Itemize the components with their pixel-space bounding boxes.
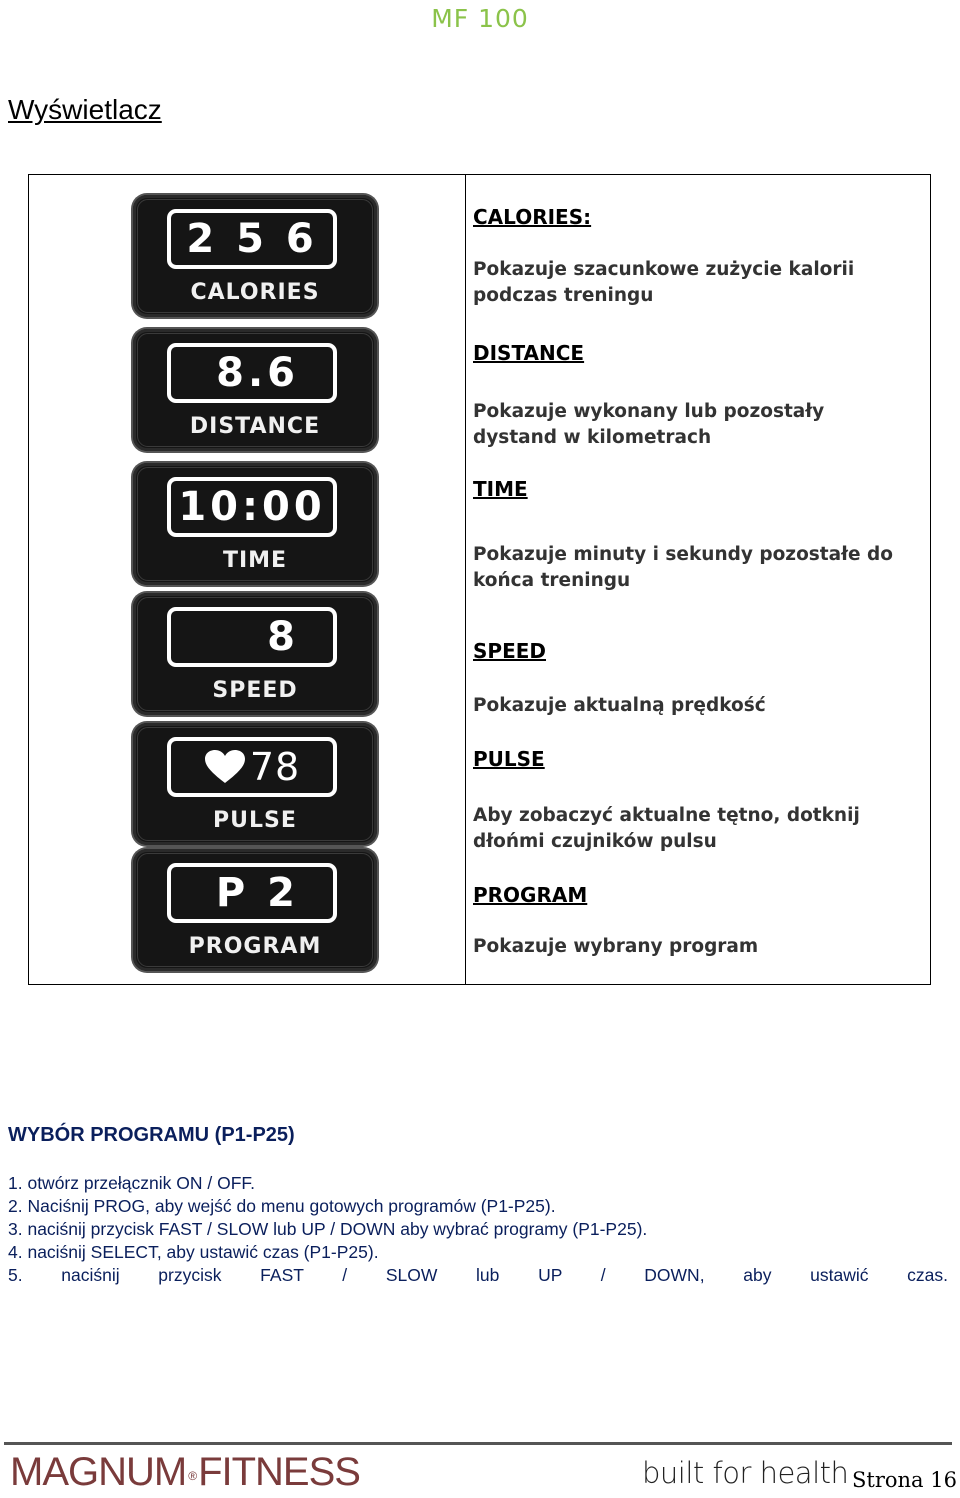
logo-left-text: MAGNUM: [10, 1450, 187, 1494]
desc-text-program: Pokazuje wybrany program: [473, 936, 759, 957]
section-title: Wyświetlacz: [8, 94, 162, 125]
display-panel-calories: [133, 195, 377, 317]
desc-text-distance: Pokazuje wykonany lub pozostały dystand w kilometrach: [473, 401, 825, 448]
desc-title-speed: SPEED: [473, 639, 546, 663]
program-step: 3. naciśnij przycisk FAST / SLOW lub UP / DOWN aby wybrać programy (P1-P25).: [8, 1219, 648, 1239]
display-panel-program: [133, 849, 377, 971]
display-panel-distance: [133, 329, 377, 451]
distance-label: DISTANCE: [189, 414, 321, 439]
display-legend-table: [28, 174, 931, 985]
program-step: 1. otwórz przełącznik ON / OFF.: [8, 1173, 256, 1193]
time-label: TIME: [222, 548, 288, 573]
program-label: PROGRAM: [188, 934, 322, 959]
program-steps-list: [8, 1172, 948, 1287]
speed-readout: 8: [167, 607, 337, 667]
desc-text-calories: Pokazuje szacunkowe zużycie kalorii podczas treningu: [473, 259, 855, 306]
desc-title-distance: DISTANCE: [473, 341, 585, 365]
speed-label: SPEED: [212, 678, 298, 703]
table-column-divider: [465, 175, 466, 984]
time-readout: 10:00: [167, 477, 337, 537]
pulse-readout: [167, 737, 337, 797]
logo-registered-mark: ®: [188, 1469, 197, 1483]
desc-title-pulse: PULSE: [473, 747, 545, 771]
distance-readout: 8.6: [167, 343, 337, 403]
program-step: 5. naciśnij przycisk FAST / SLOW lub UP / DOWN, aby ustawić czas.: [8, 1265, 948, 1285]
calories-label: CALORIES: [190, 280, 320, 305]
desc-text-speed: Pokazuje aktualną prędkość: [473, 695, 766, 716]
logo-right-text: FITNESS: [198, 1450, 360, 1494]
pulse-label: PULSE: [213, 808, 297, 833]
heart-icon: [204, 749, 246, 785]
program-readout: P 2: [167, 863, 337, 923]
footer-tagline: built for health: [642, 1456, 849, 1490]
desc-title-time: TIME: [473, 477, 528, 501]
program-step: 4. naciśnij SELECT, aby ustawić czas (P1-P25).: [8, 1242, 379, 1262]
document-header-brand: MF 100: [431, 4, 529, 33]
page-number: Strona 16: [852, 1468, 957, 1492]
display-panel-speed: [133, 593, 377, 715]
desc-text-time: Pokazuje minuty i sekundy pozostałe do końca treningu: [473, 544, 893, 591]
desc-text-pulse: Aby zobaczyć aktualne tętno, dotknij dłońmi czujników pulsu: [473, 805, 860, 852]
program-section-heading: WYBÓR PROGRAMU (P1-P25): [8, 1124, 295, 1146]
display-panel-time: [133, 463, 377, 585]
program-step: 2. Naciśnij PROG, aby wejść do menu gotowych programów (P1-P25).: [8, 1196, 556, 1216]
pulse-value: 78: [249, 745, 301, 789]
desc-title-calories: CALORIES:: [473, 205, 592, 229]
footer-divider: [4, 1442, 952, 1445]
calories-readout: 2 5 6: [167, 209, 337, 269]
display-panel-pulse: [133, 723, 377, 845]
desc-title-program: PROGRAM: [473, 883, 588, 907]
footer-logo: [10, 1448, 360, 1496]
